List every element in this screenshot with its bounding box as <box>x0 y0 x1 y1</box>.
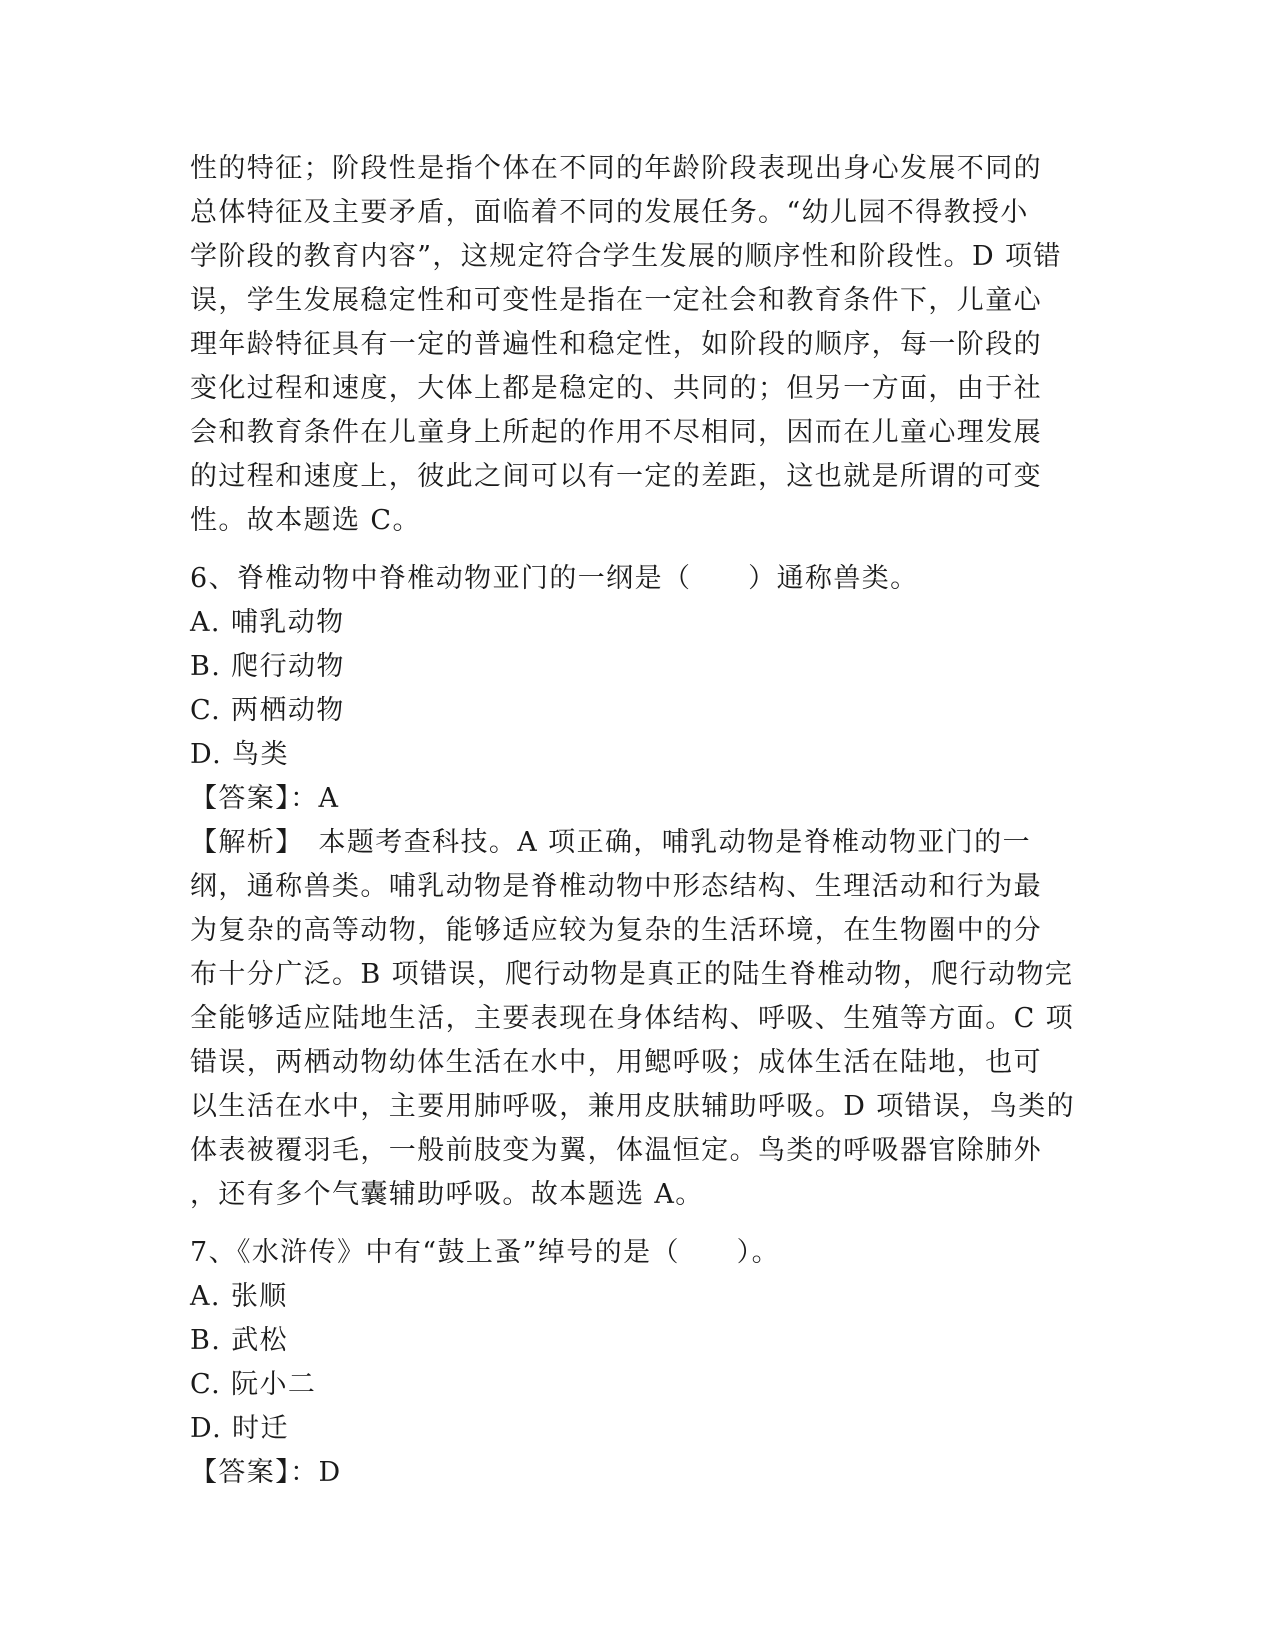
text-line: 为复杂的高等动物，能够适应较为复杂的生活环境，在生物圈中的分 <box>190 915 1042 946</box>
text-line: 体表被覆羽毛，一般前肢变为翼，体温恒定。鸟类的呼吸器官除肺外 <box>190 1135 1042 1166</box>
answer-line: 【答案】：D <box>190 1457 342 1488</box>
spacer <box>190 543 1090 557</box>
option-d: D. 鸟类 <box>190 739 289 770</box>
spacer <box>190 1217 1090 1231</box>
text-line: ，还有多个气囊辅助呼吸。故本题选 A。 <box>190 1179 704 1210</box>
previous-analysis-continuation <box>190 147 1090 543</box>
text-line: 错误，两栖动物幼体生活在水中，用鳃呼吸；成体生活在陆地，也可 <box>190 1047 1042 1078</box>
text-line: 性。故本题选 C。 <box>190 505 421 536</box>
question-6 <box>190 557 1090 1217</box>
question-text: 7、《水浒传》中有“鼓上蚤”绰号的是（ ）。 <box>190 1237 780 1268</box>
option-b: B. 武松 <box>190 1325 289 1356</box>
text-line: 全能够适应陆地生活，主要表现在身体结构、呼吸、生殖等方面。C 项 <box>190 1003 1075 1034</box>
option-c: C. 阮小二 <box>190 1369 317 1400</box>
text-line: 的过程和速度上，彼此之间可以有一定的差距，这也就是所谓的可变 <box>190 461 1042 492</box>
text-line: 性的特征；阶段性是指个体在不同的年龄阶段表现出身心发展不同的 <box>190 153 1042 184</box>
text-line: 误，学生发展稳定性和可变性是指在一定社会和教育条件下，儿童心 <box>190 285 1042 316</box>
analysis <box>190 821 1090 1217</box>
text-line: 总体特征及主要矛盾，面临着不同的发展任务。“幼儿园不得教授小 <box>190 197 1029 228</box>
question-7 <box>190 1231 1090 1495</box>
text-line: 【解析】 本题考查科技。A 项正确，哺乳动物是脊椎动物亚门的一 <box>190 827 1031 858</box>
option-d: D. 时迁 <box>190 1413 289 1444</box>
option-b: B. 爬行动物 <box>190 651 345 682</box>
option-a: A. 张顺 <box>190 1281 288 1312</box>
option-a: A. 哺乳动物 <box>190 607 345 638</box>
text-line: 会和教育条件在儿童身上所起的作用不尽相同，因而在儿童心理发展 <box>190 417 1042 448</box>
text-line: 变化过程和速度，大体上都是稳定的、共同的；但另一方面，由于社 <box>190 373 1042 404</box>
text-line: 纲，通称兽类。哺乳动物是脊椎动物中形态结构、生理活动和行为最 <box>190 871 1042 902</box>
text-line: 以生活在水中，主要用肺呼吸，兼用皮肤辅助呼吸。D 项错误，鸟类的 <box>190 1091 1076 1122</box>
text-line: 学阶段的教育内容”，这规定符合学生发展的顺序性和阶段性。D 项错 <box>190 241 1062 272</box>
text-line: 布十分广泛。B 项错误，爬行动物是真正的陆生脊椎动物，爬行动物完 <box>190 959 1074 990</box>
answer-line: 【答案】：A <box>190 783 340 814</box>
document-body <box>190 147 1090 1495</box>
text-line: 理年龄特征具有一定的普遍性和稳定性，如阶段的顺序，每一阶段的 <box>190 329 1042 360</box>
question-text: 6、脊椎动物中脊椎动物亚门的一纲是（ ）通称兽类。 <box>190 563 919 594</box>
option-c: C. 两栖动物 <box>190 695 345 726</box>
